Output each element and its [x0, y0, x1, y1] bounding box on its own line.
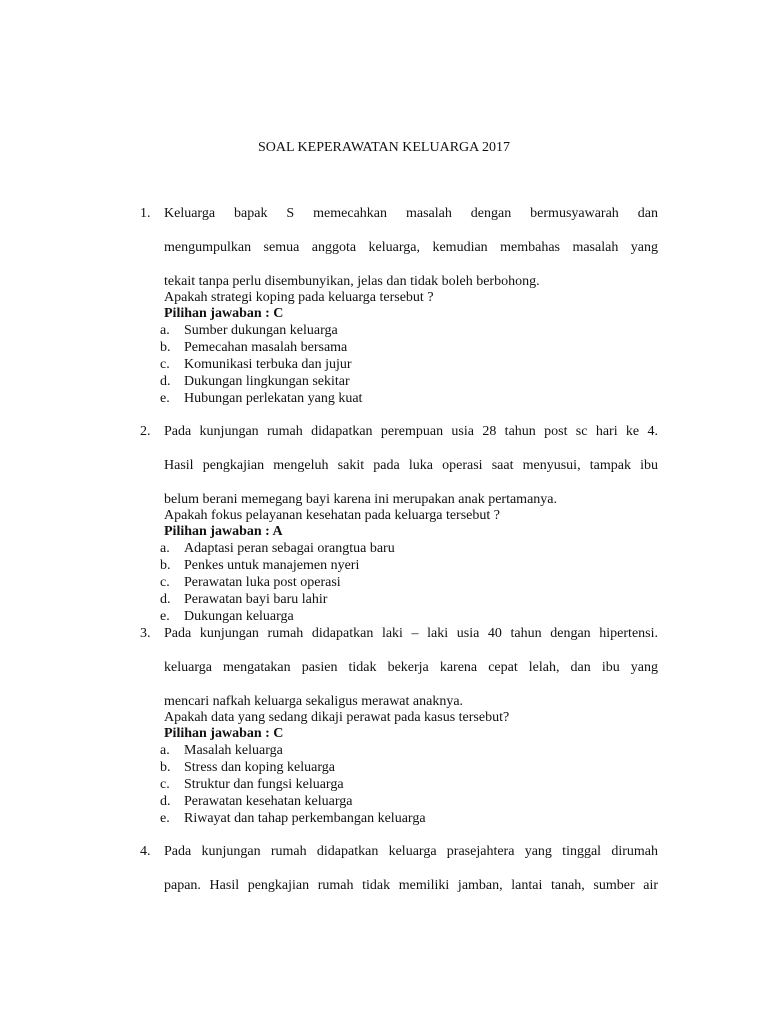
option-letter: b.: [160, 760, 171, 775]
question-number: 4.: [140, 844, 151, 859]
option-text: Adaptasi peran sebagai orangtua baru: [184, 541, 395, 556]
option-text: Sumber dukungan keluarga: [184, 323, 338, 338]
question-number: 1.: [140, 206, 151, 221]
option-text: Perawatan kesehatan keluarga: [184, 794, 353, 809]
option-text: Stress dan koping keluarga: [184, 760, 335, 775]
option-text: Struktur dan fungsi keluarga: [184, 777, 344, 792]
question-text-line: keluarga mengatakan pasien tidak bekerja karena cepat lelah, dan ibu yang: [164, 660, 658, 675]
option-letter: a.: [160, 743, 170, 758]
option-e: [160, 811, 426, 827]
option-letter: a.: [160, 541, 170, 556]
option-letter: c.: [160, 777, 170, 792]
option-text: Riwayat dan tahap perkembangan keluarga: [184, 811, 426, 826]
option-letter: d.: [160, 794, 171, 809]
document-title: SOAL KEPERAWATAN KELUARGA 2017: [258, 140, 510, 155]
question-text-line: Keluarga bapak S memecahkan masalah dengan bermusyawarah dan: [164, 206, 658, 221]
question-text-line: Pada kunjungan rumah didapatkan perempuan usia 28 tahun post sc hari ke 4.: [164, 424, 658, 439]
option-letter: c.: [160, 357, 170, 372]
question-text-line: papan. Hasil pengkajian rumah tidak memiliki jamban, lantai tanah, sumber air: [164, 878, 658, 893]
option-a: [160, 743, 283, 759]
option-letter: d.: [160, 374, 171, 389]
option-letter: a.: [160, 323, 170, 338]
option-e: [160, 391, 362, 407]
question-number: 3.: [140, 626, 151, 641]
question-prompt: Apakah fokus pelayanan kesehatan pada keluarga tersebut ?: [164, 508, 500, 523]
answer-key: Pilihan jawaban : C: [164, 726, 284, 741]
option-text: Masalah keluarga: [184, 743, 283, 758]
option-letter: d.: [160, 592, 171, 607]
option-text: Perawatan luka post operasi: [184, 575, 341, 590]
option-letter: c.: [160, 575, 170, 590]
option-text: Dukungan lingkungan sekitar: [184, 374, 350, 389]
option-b: [160, 760, 335, 776]
option-letter: e.: [160, 391, 170, 406]
option-c: [160, 575, 341, 591]
option-d: [160, 592, 327, 608]
question-prompt: Apakah strategi koping pada keluarga tersebut ?: [164, 290, 434, 305]
option-text: Perawatan bayi baru lahir: [184, 592, 328, 607]
question-number: 2.: [140, 424, 151, 439]
option-b: [160, 558, 359, 574]
option-letter: e.: [160, 811, 170, 826]
question-text-line: Pada kunjungan rumah didapatkan keluarga prasejahtera yang tinggal dirumah: [164, 844, 658, 859]
question-text-line: Pada kunjungan rumah didapatkan laki – laki usia 40 tahun dengan hipertensi.: [164, 626, 658, 641]
option-text: Pemecahan masalah bersama: [184, 340, 348, 355]
option-a: [160, 541, 395, 557]
option-a: [160, 323, 338, 339]
answer-key: Pilihan jawaban : A: [164, 524, 283, 539]
option-text: Komunikasi terbuka dan jujur: [184, 357, 352, 372]
option-e: [160, 609, 294, 625]
option-b: [160, 340, 347, 356]
question-text-line: mengumpulkan semua anggota keluarga, kemudian membahas masalah yang: [164, 240, 658, 255]
answer-key: Pilihan jawaban : C: [164, 306, 284, 321]
option-letter: b.: [160, 558, 171, 573]
option-c: [160, 777, 344, 793]
option-d: [160, 794, 352, 810]
option-text: Penkes untuk manajemen nyeri: [184, 558, 360, 573]
question-text-line: belum berani memegang bayi karena ini merupakan anak pertamanya.: [164, 492, 557, 507]
option-text: Dukungan keluarga: [184, 609, 294, 624]
option-text: Hubungan perlekatan yang kuat: [184, 391, 363, 406]
option-c: [160, 357, 352, 373]
option-letter: b.: [160, 340, 171, 355]
question-prompt: Apakah data yang sedang dikaji perawat pada kasus tersebut?: [164, 710, 510, 725]
question-text-line: mencari nafkah keluarga sekaligus merawat anaknya.: [164, 694, 464, 709]
option-d: [160, 374, 350, 390]
question-text-line: Hasil pengkajian mengeluh sakit pada luka operasi saat menyusui, tampak ibu: [164, 458, 658, 473]
question-text-line: tekait tanpa perlu disembunyikan, jelas dan tidak boleh berbohong.: [164, 274, 540, 289]
option-letter: e.: [160, 609, 170, 624]
